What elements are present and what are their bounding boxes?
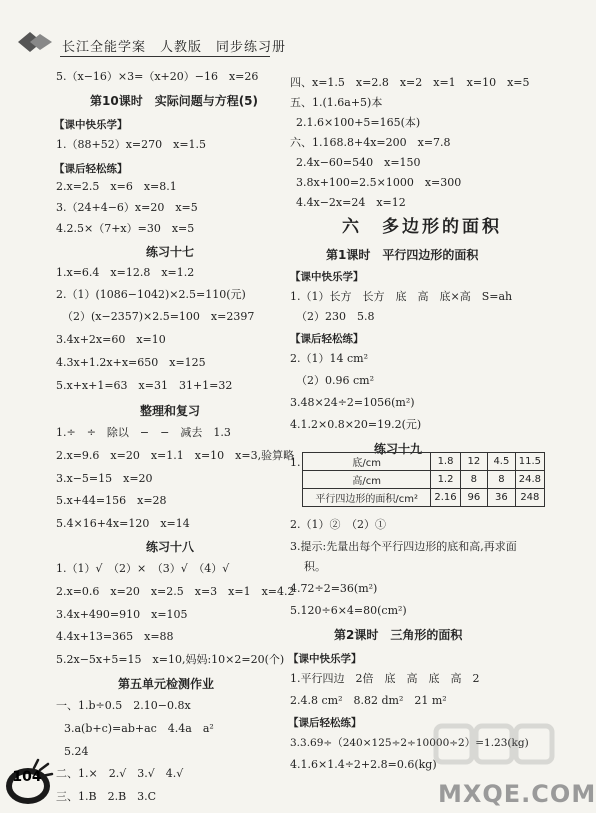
header-title: 长江全能学案 人教版 同步练习册 [62, 40, 287, 55]
section-title: 练习十九 [374, 442, 423, 456]
answer-line: 4.1.6×1.4÷2+2.8=0.6(kg) [290, 758, 437, 771]
header-rule [60, 56, 270, 57]
answer-line: 1.（1）√ （2）× （3）√ （4）√ [56, 562, 230, 575]
answer-line: 5.120÷6×4=80(cm²) [290, 604, 407, 617]
answer-line: 1.x=6.4 x=12.8 x=1.2 [56, 266, 195, 279]
table-cell: 8 [488, 471, 516, 489]
answer-line: 2.（1）② （2）① [290, 518, 386, 531]
watermark-text: MXQE.COM [438, 780, 596, 808]
table-cell: 平行四边形的面积/cm² [303, 489, 431, 507]
answer-line: 五、1.(1.6a+5)本 [290, 96, 383, 109]
answer-line: 2.1.6×100+5=165(本) [296, 116, 421, 129]
answer-line: 3.3.69÷（240×125÷2÷10000÷2）=1.23(kg) [290, 737, 529, 749]
answer-line: 5.x+x+1=63 x=31 31+1=32 [56, 379, 233, 392]
answer-line: （2）(x−2357)×2.5=100 x=2397 [62, 310, 255, 323]
table-cell: 4.5 [488, 453, 516, 471]
answer-line: 六、1.168.8+4x=200 x=7.8 [290, 136, 451, 149]
answer-line: 2.x=0.6 x=20 x=2.5 x=3 x=1 x=4.2 [56, 585, 295, 598]
answer-line: 4.2.5×（7+x）=30 x=5 [56, 222, 195, 235]
subsection-label: 【课中快乐学】 [54, 119, 128, 131]
table-cell: 12 [460, 453, 487, 471]
answer-line: 4.4x+13=365 x=88 [56, 630, 174, 643]
section-title: 练习十七 [146, 245, 195, 259]
table-cell: 24.8 [515, 471, 544, 489]
section-title: 第2课时 三角形的面积 [334, 628, 463, 642]
answer-line: 3.a(b+c)=ab+ac 4.4a a² [64, 722, 214, 735]
answer-line: 4.4x−2x=24 x=12 [296, 196, 406, 209]
answer-line: 1.平行四边 2倍 底 高 底 高 2 [290, 672, 480, 685]
answer-line: 2.（1）(1086−1042)×2.5=110(元) [56, 288, 246, 301]
answer-line: 3.4x+490=910 x=105 [56, 608, 188, 621]
answer-line: 3.4x+2x=60 x=10 [56, 333, 166, 346]
area-table [302, 452, 545, 507]
section-title: 第五单元检测作业 [118, 677, 215, 691]
answer-line: 二、1.× 2.√ 3.√ 4.√ [56, 767, 184, 780]
section-title: 第10课时 实际问题与方程(5) [90, 94, 259, 108]
table-cell: 248 [515, 489, 544, 507]
table-cell: 8 [460, 471, 487, 489]
book-logo-icon [14, 28, 54, 54]
answer-line: 1.÷ ÷ 除以 − − 减去 1.3 [56, 426, 231, 439]
answer-line: （2）0.96 cm² [296, 374, 374, 387]
subsection-label: 【课中快乐学】 [290, 271, 364, 283]
answer-line: 积。 [304, 560, 326, 573]
subsection-label: 【课后轻松练】 [288, 717, 362, 729]
answer-line: 一、1.b÷0.5 2.10−0.8x [56, 699, 191, 712]
answer-line: 4.1.2×0.8×20=19.2(元) [290, 418, 422, 431]
answer-line: 4.3x+1.2x+x=650 x=125 [56, 356, 206, 369]
answer-line: 2.x=9.6 x=20 x=1.1 x=10 x=3,验算略 [56, 449, 295, 462]
answer-line: 3.x−5=15 x=20 [56, 472, 153, 485]
answer-line: 5.（x−16）×3=（x+20）−16 x=26 [56, 70, 259, 83]
subsection-label: 【课后轻松练】 [54, 163, 128, 175]
section-title: 练习十八 [146, 540, 195, 554]
table-cell: 1.8 [431, 453, 460, 471]
answer-line: 四、x=1.5 x=2.8 x=2 x=1 x=10 x=5 [290, 76, 530, 89]
answer-line: 2.4x−60=540 x=150 [296, 156, 421, 169]
answer-line: 3.（24+4−6）x=20 x=5 [56, 201, 198, 214]
table-row [303, 489, 545, 507]
table-cell: 2.16 [431, 489, 460, 507]
chapter-title: 六 多边形的面积 [342, 217, 502, 237]
page-number: 104 [12, 769, 42, 785]
answer-line: 3.48×24÷2=1056(m²) [290, 396, 415, 409]
table-cell: 96 [460, 489, 487, 507]
subsection-label: 【课后轻松练】 [290, 333, 364, 345]
answer-line: 1.（1）长方 长方 底 高 底×高 S=ah [290, 290, 513, 303]
section-title: 第1课时 平行四边形的面积 [326, 248, 479, 262]
answer-line: 3.提示:先量出每个平行四边形的底和高,再求面 [290, 540, 517, 553]
section-title: 整理和复习 [140, 404, 201, 418]
answer-line: 1. [290, 456, 301, 469]
table-row [303, 471, 545, 489]
table-cell: 11.5 [515, 453, 544, 471]
table-row [303, 453, 545, 471]
answer-line: 2.4.8 cm² 8.82 dm² 21 m² [290, 694, 447, 707]
answer-line: 3.8x+100=2.5×1000 x=300 [296, 176, 462, 189]
answer-line: 三、1.B 2.B 3.C [56, 790, 157, 803]
answer-line: 2.（1）14 cm² [290, 352, 368, 365]
answer-line: 5.4×16+4x=120 x=14 [56, 517, 190, 530]
subsection-label: 【课中快乐学】 [288, 653, 362, 665]
answer-line: 4.72÷2=36(m²) [290, 582, 378, 595]
table-cell: 底/cm [303, 453, 431, 471]
table-cell: 1.2 [431, 471, 460, 489]
table-cell: 36 [488, 489, 516, 507]
answer-line: 1.（88+52）x=270 x=1.5 [56, 138, 207, 151]
answer-line: 5.x+44=156 x=28 [56, 494, 167, 507]
page-header [0, 0, 560, 62]
answer-line: 2.x=2.5 x=6 x=8.1 [56, 180, 177, 193]
answer-line: （2）230 5.8 [296, 310, 375, 323]
answer-line: 5.24 [64, 745, 89, 758]
answer-line: 5.2x−5x+5=15 x=10,妈妈:10×2=20(个) [56, 653, 285, 666]
table-cell: 高/cm [303, 471, 431, 489]
